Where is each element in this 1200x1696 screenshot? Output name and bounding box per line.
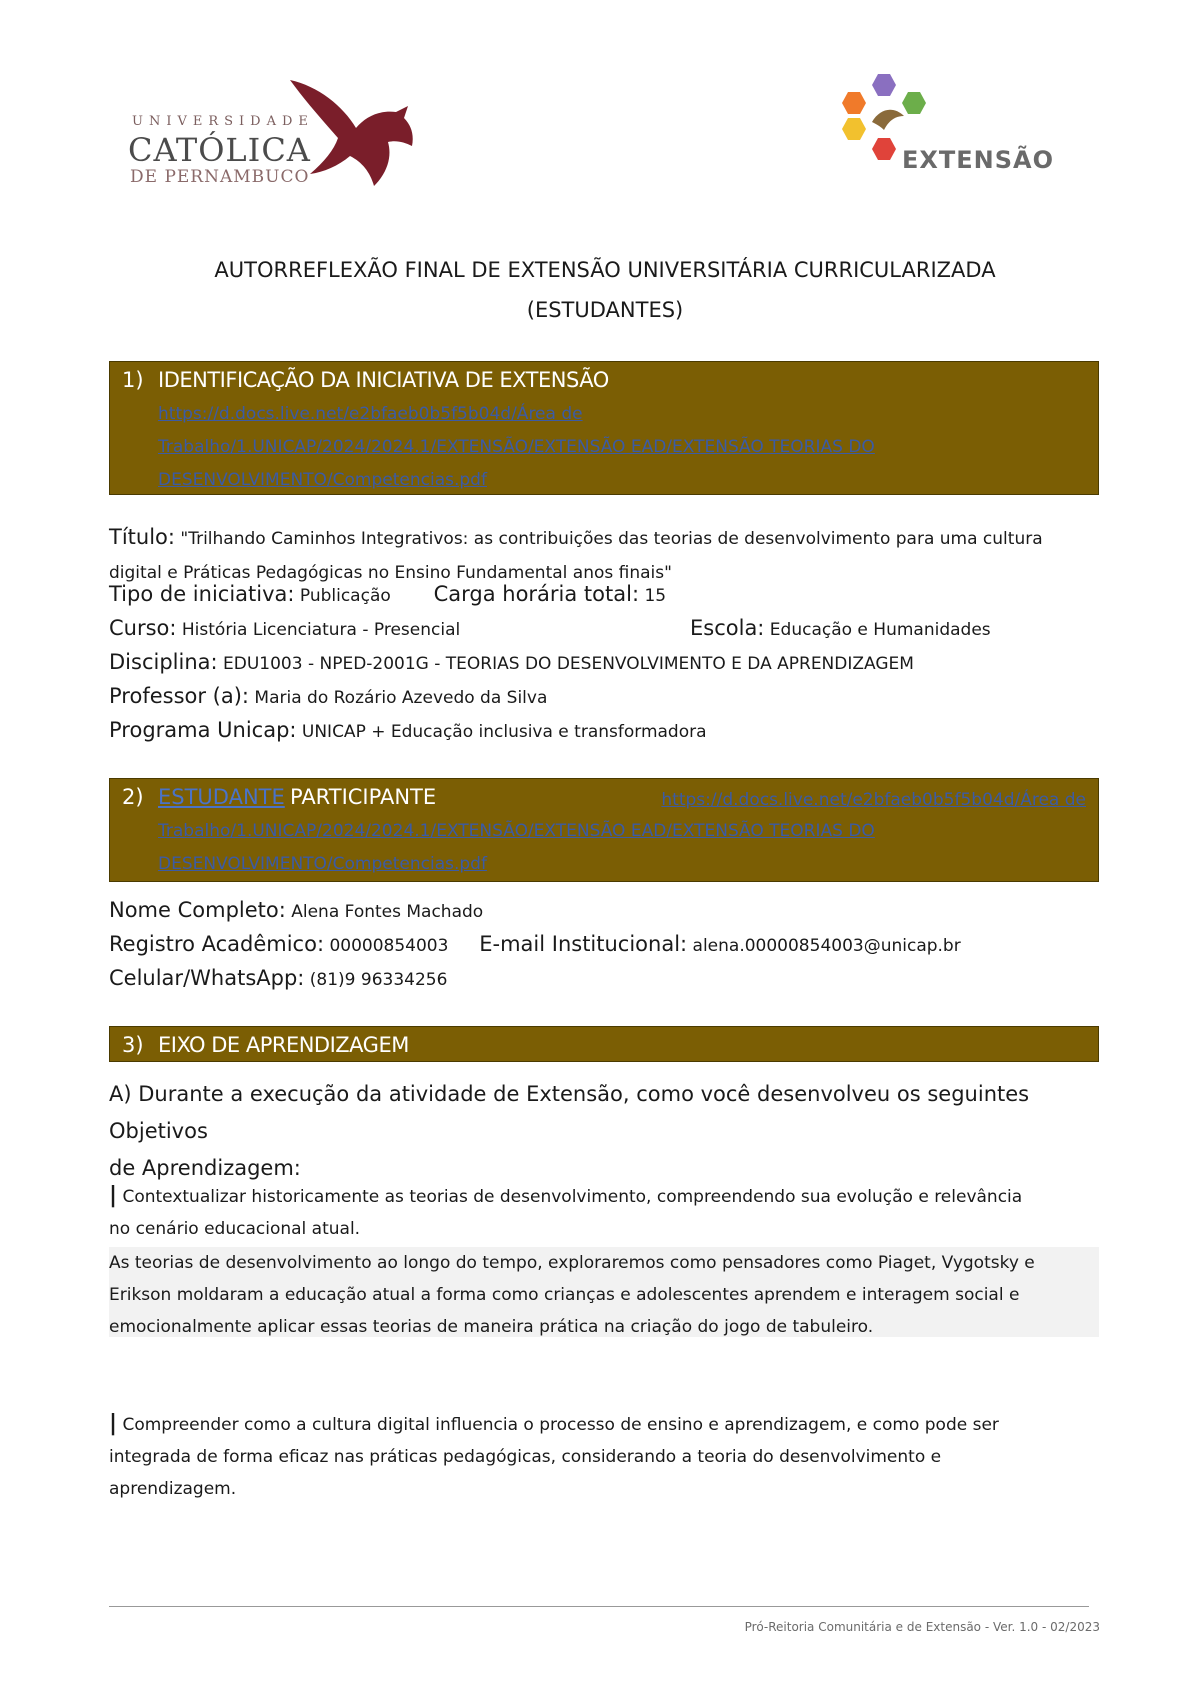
objective-1-line1: Contextualizar historicamente as teorias de desenvolvimento, compreendendo sua evolução e relevância — [122, 1187, 1023, 1207]
email-value: alena.00000854003@unicap.br — [692, 936, 961, 956]
titulo-value-line1: "Trilhando Caminhos Integrativos: as contribuições das teorias de desenvolvimento para uma cultura — [180, 529, 1043, 549]
objective-1-bullet: | — [109, 1183, 118, 1208]
tipo-carga-row — [109, 582, 666, 606]
document-title — [110, 250, 1100, 330]
objective-2-line2: integrada de forma eficaz nas práticas pedagógicas, considerando a teoria do desenvolvimento e — [109, 1447, 942, 1467]
tipo-label: Tipo de iniciativa: — [109, 582, 295, 606]
disciplina-row — [109, 650, 914, 674]
dove-icon — [288, 76, 418, 192]
escola-value: Educação e Humanidades — [769, 620, 991, 640]
logo-text-universidade: UNIVERSIDADE — [132, 114, 314, 129]
section1-header — [109, 361, 1099, 495]
celular-label: Celular/WhatsApp: — [109, 966, 305, 990]
section1-link[interactable] — [158, 398, 1058, 497]
footer-text: Pró-Reitoria Comunitária e de Extensão - Ver. 1.0 - 02/2023 — [744, 1620, 1100, 1634]
section2-link[interactable] — [158, 815, 1058, 881]
carga-label: Carga horária total: — [433, 582, 640, 606]
section1-link-line2[interactable]: Trabalho/1.UNICAP/2024/2024.1/EXTENSÃO/EXTENSÃO EAD/EXTENSÃO TEORIAS DO — [158, 437, 875, 457]
professor-label: Professor (a): — [109, 684, 249, 708]
answer-1[interactable] — [109, 1247, 1099, 1337]
objective-1 — [109, 1180, 1099, 1245]
section2-header — [109, 778, 1099, 882]
registro-value: 00000854003 — [329, 936, 449, 956]
section2-heading: PARTICIPANTE — [290, 785, 437, 809]
escola-row — [690, 616, 991, 640]
titulo-value-line2: digital e Práticas Pedagógicas no Ensino Fundamental anos finais" — [109, 563, 672, 583]
extensao-logo — [834, 72, 1055, 182]
email-label: E-mail Institucional: — [479, 932, 688, 956]
nome-value: Alena Fontes Machado — [291, 902, 484, 922]
objective-2 — [109, 1408, 1099, 1505]
section1-link-line3[interactable]: DESENVOLVIMENTO/Competencias.pdf — [158, 470, 487, 490]
unicap-logo — [128, 76, 418, 192]
celular-value: (81)9 96334256 — [309, 970, 448, 990]
section3-heading: EIXO DE APRENDIZAGEM — [158, 1033, 409, 1057]
nome-row — [109, 898, 483, 922]
objective-2-line1: Compreender como a cultura digital influencia o processo de ensino e aprendizagem, e como pode ser — [122, 1415, 999, 1435]
document-title-line1: AUTORREFLEXÃO FINAL DE EXTENSÃO UNIVERSITÁRIA CURRICULARIZADA — [214, 258, 996, 282]
answer-1-line3: emocionalmente aplicar essas teorias de maneira prática na criação do jogo de tabuleiro. — [109, 1317, 874, 1337]
titulo-label: Título: — [109, 525, 175, 549]
professor-row — [109, 684, 547, 708]
curso-row — [109, 616, 460, 640]
section2-number: 2) — [122, 785, 144, 809]
section2-link-line1[interactable]: https://d.docs.live.net/e2bfaeb0b5f5b04d/Área de — [661, 790, 1086, 810]
curso-value: História Licenciatura - Presencial — [181, 620, 461, 640]
question-a-line1: A) Durante a execução da atividade de Extensão, como você desenvolveu os seguintes Objetivos — [109, 1082, 1030, 1143]
tipo-value: Publicação — [299, 586, 391, 606]
logo-text-pernambuco: DE PERNAMBUCO — [130, 167, 310, 187]
question-a-line2: de Aprendizagem: — [109, 1156, 301, 1180]
objective-2-line3: aprendizagem. — [109, 1479, 237, 1499]
programa-row — [109, 718, 707, 742]
section1-heading: IDENTIFICAÇÃO DA INICIATIVA DE EXTENSÃO — [158, 368, 609, 392]
extensao-label: EXTENSÃO — [902, 146, 1055, 174]
celular-row — [109, 966, 447, 990]
nome-label: Nome Completo: — [109, 898, 286, 922]
section1-number: 1) — [122, 368, 144, 392]
professor-value: Maria do Rozário Azevedo da Silva — [254, 688, 548, 708]
section2-link-line2[interactable]: Trabalho/1.UNICAP/2024/2024.1/EXTENSÃO/EXTENSÃO EAD/EXTENSÃO TEORIAS DO — [158, 821, 875, 841]
registro-email-row — [109, 932, 961, 956]
logo-text-catolica: CATÓLICA — [128, 131, 311, 169]
question-a — [109, 1076, 1099, 1187]
section3-header — [109, 1026, 1099, 1062]
disciplina-value: EDU1003 - NPED-2001G - TEORIAS DO DESENVOLVIMENTO E DA APRENDIZAGEM — [223, 654, 914, 674]
section2-link-line3[interactable]: DESENVOLVIMENTO/Competencias.pdf — [158, 854, 487, 874]
answer-1-line1: As teorias de desenvolvimento ao longo do tempo, exploraremos como pensadores como Piaget, Vygotsky e — [109, 1253, 1035, 1273]
section3-number: 3) — [122, 1033, 144, 1057]
programa-label: Programa Unicap: — [109, 718, 297, 742]
disciplina-label: Disciplina: — [109, 650, 218, 674]
document-title-line2: (ESTUDANTES) — [526, 298, 684, 322]
titulo-field — [109, 520, 1099, 590]
footer-divider — [109, 1606, 1089, 1607]
escola-label: Escola: — [690, 616, 765, 640]
programa-value: UNICAP + Educação inclusiva e transformadora — [301, 722, 707, 742]
registro-label: Registro Acadêmico: — [109, 932, 325, 956]
answer-1-line2: Erikson moldaram a educação atual a forma como crianças e adolescentes aprendem e interagem social e — [109, 1285, 1020, 1305]
objective-1-line2: no cenário educacional atual. — [109, 1219, 361, 1239]
section2-heading-link[interactable]: ESTUDANTE — [158, 785, 285, 809]
curso-label: Curso: — [109, 616, 177, 640]
objective-2-bullet: | — [109, 1411, 118, 1436]
section1-link-line1[interactable]: https://d.docs.live.net/e2bfaeb0b5f5b04d/Área de — [158, 404, 583, 424]
carga-value: 15 — [644, 586, 667, 606]
